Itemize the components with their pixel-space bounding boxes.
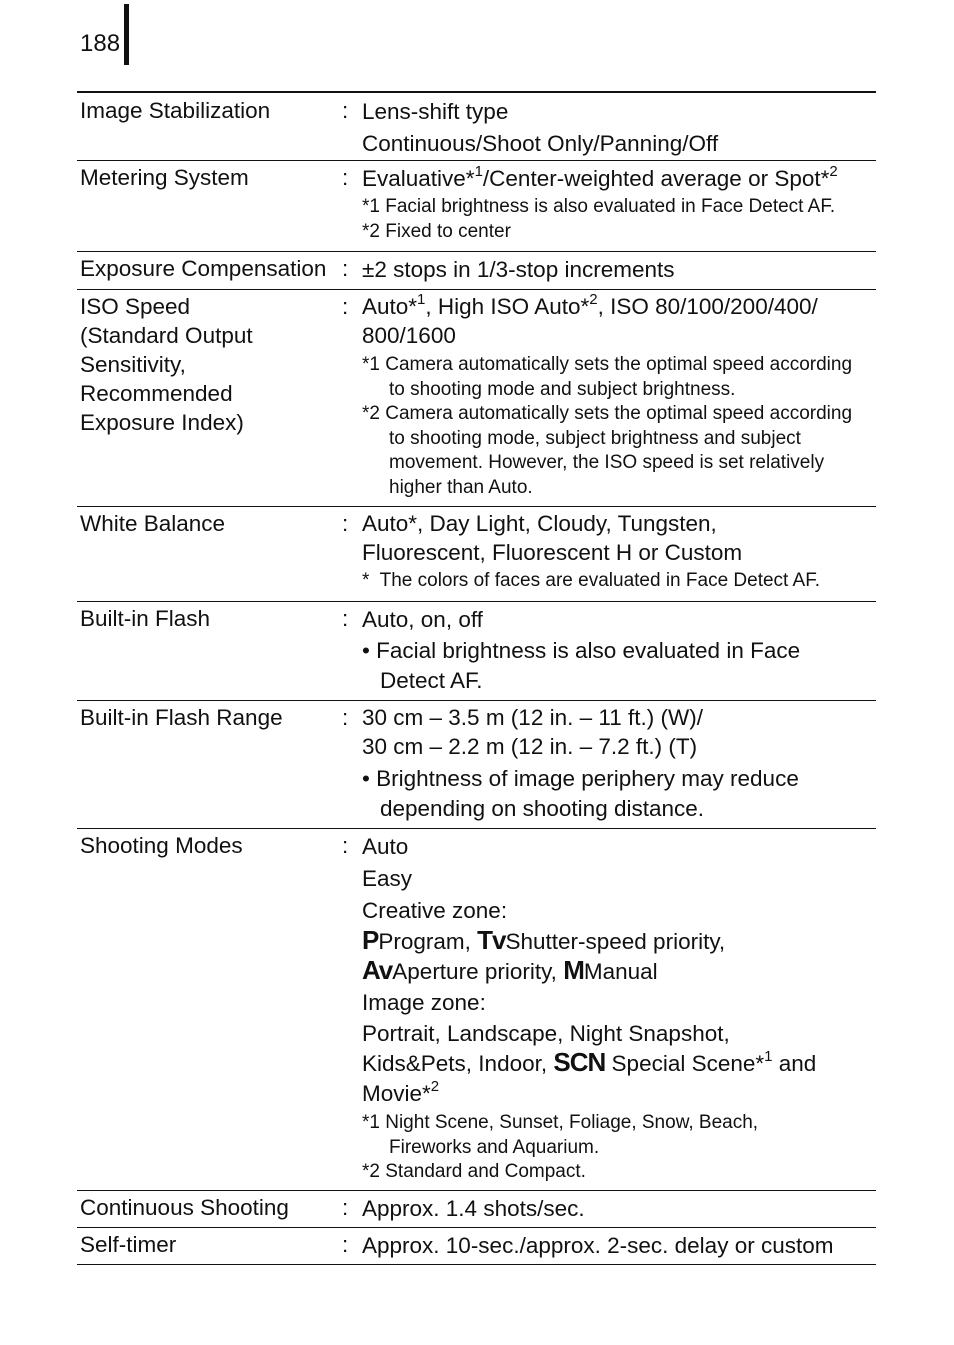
- value-line: Approx. 1.4 shots/sec.: [362, 1196, 585, 1221]
- value-line: Image zone:: [362, 990, 486, 1015]
- value-text: Program,: [378, 929, 478, 954]
- spec-colon: :: [342, 1232, 349, 1257]
- spec-label: Metering System: [80, 165, 249, 190]
- footnote-ref: 2: [829, 162, 838, 180]
- bullet-note: • Facial brightness is also evaluated in Face Detect AF.: [362, 638, 801, 693]
- spec-row-shooting-modes: [77, 829, 876, 1191]
- spec-label: Continuous Shooting: [80, 1195, 289, 1220]
- value-line: Continuous/Shoot Only/Panning/Off: [362, 131, 719, 156]
- value-line: 30 cm – 3.5 m (12 in. – 11 ft.) (W)/: [362, 705, 703, 730]
- value-line: [362, 1049, 876, 1079]
- spec-row-white-balance: [77, 507, 876, 602]
- spec-colon: :: [342, 165, 349, 190]
- spec-row-self-timer: [77, 1228, 876, 1265]
- value-text: , High ISO Auto*: [425, 294, 590, 319]
- value-line: [362, 957, 876, 987]
- footnote: *1 Camera automatically sets the optimal speed according to shooting mode and subject brightness.: [362, 354, 853, 400]
- value-line: [362, 927, 876, 957]
- footnote: *1 Facial brightness is also evaluated in Face Detect AF.: [362, 196, 836, 217]
- footnote-ref: 1: [474, 162, 483, 180]
- special-scene-scn-icon: SCN: [553, 1047, 606, 1077]
- spec-colon: :: [342, 294, 349, 319]
- spec-row-iso-speed: [77, 290, 876, 507]
- spec-value: [362, 507, 876, 594]
- value-text: Kids&Pets, Indoor,: [362, 1051, 554, 1076]
- footnote-ref: 2: [430, 1077, 440, 1095]
- value-text: Movie*: [362, 1081, 431, 1106]
- value-line: Fluorescent, Fluorescent H or Custom: [362, 540, 743, 565]
- value-line: 30 cm – 2.2 m (12 in. – 7.2 ft.) (T): [362, 734, 698, 759]
- footnote-ref: 2: [589, 290, 598, 308]
- value-text: Auto*: [362, 294, 418, 319]
- value-line: Auto, on, off: [362, 607, 483, 632]
- value-line: 800/1600: [362, 323, 456, 348]
- spec-value: [362, 701, 842, 824]
- footnote-ref: 1: [417, 290, 426, 308]
- footnote: *1 Night Scene, Sunset, Foliage, Snow, Beach, Fireworks and Aquarium.: [362, 1112, 759, 1158]
- spec-colon: :: [342, 1195, 349, 1220]
- spec-colon: :: [342, 256, 349, 281]
- spec-label: ISO Speed (Standard Output Sensitivity, Recommended Exposure Index): [80, 294, 253, 435]
- spec-row-built-in-flash: [77, 602, 876, 701]
- footnote: *2 Camera automatically sets the optimal speed according to shooting mode, subject brightness and subject movement. However, the ISO speed is set relatively higher than Auto.: [362, 403, 853, 498]
- value-text: Manual: [583, 959, 658, 984]
- value-text: Aperture priority,: [392, 959, 564, 984]
- spec-value: [362, 829, 876, 1185]
- page-marker-bar: [124, 4, 129, 65]
- value-line: Approx. 10-sec./approx. 2-sec. delay or custom: [362, 1233, 834, 1258]
- value-text: Special Scene*: [611, 1051, 765, 1076]
- value-line: Creative zone:: [362, 898, 508, 923]
- spec-row-image-stabilization: [77, 93, 876, 161]
- value-line: Auto: [362, 834, 409, 859]
- footnote: *2 Fixed to center: [362, 220, 511, 242]
- program-mode-icon: P: [362, 925, 379, 955]
- spec-value: [362, 290, 867, 500]
- value-line: [362, 163, 876, 195]
- manual-mode-icon: M: [563, 955, 584, 985]
- spec-value: [362, 1228, 876, 1262]
- spec-label: Exposure Compensation: [80, 256, 327, 281]
- value-line: Lens-shift type: [362, 99, 509, 124]
- spec-label: Built-in Flash Range: [80, 705, 283, 730]
- page-number: 188: [80, 30, 121, 57]
- value-line: [362, 1079, 876, 1109]
- spec-row-continuous-shooting: [77, 1191, 876, 1228]
- spec-colon: :: [342, 511, 349, 536]
- spec-table: [77, 91, 876, 1265]
- value-line: Portrait, Landscape, Night Snapshot,: [362, 1021, 730, 1046]
- value-text: Shutter-speed priority,: [505, 929, 726, 954]
- spec-colon: :: [342, 606, 349, 631]
- spec-row-exposure-compensation: [77, 252, 876, 290]
- footnote: * The colors of faces are evaluated in Face Detect AF.: [362, 570, 821, 591]
- spec-value: [362, 1191, 876, 1225]
- spec-label: Self-timer: [80, 1232, 177, 1257]
- spec-row-metering-system: [77, 161, 876, 252]
- spec-value: [362, 252, 876, 286]
- footnote-ref: 1: [764, 1047, 773, 1065]
- value-line: [362, 292, 867, 321]
- spec-value: [362, 93, 876, 160]
- spec-row-built-in-flash-range: [77, 701, 876, 829]
- value-line: Auto*, Day Light, Cloudy, Tungsten,: [362, 511, 717, 536]
- spec-label: Shooting Modes: [80, 833, 243, 858]
- bullet-note: • Brightness of image periphery may reduce depending on shooting distance.: [362, 766, 799, 821]
- value-text: /Center-weighted average or Spot*: [482, 166, 830, 191]
- spec-colon: :: [342, 705, 349, 730]
- value-text: and: [772, 1051, 817, 1076]
- value-text: Evaluative*: [362, 166, 475, 191]
- spec-colon: :: [342, 833, 349, 858]
- footnote: *2 Standard and Compact.: [362, 1161, 586, 1182]
- value-text: , ISO 80/100/200/400/: [597, 294, 818, 319]
- spec-value: [362, 602, 842, 696]
- spec-label: Image Stabilization: [80, 98, 271, 123]
- spec-label: Built-in Flash: [80, 606, 211, 631]
- aperture-priority-av-icon: Av: [362, 955, 393, 985]
- spec-label: White Balance: [80, 511, 226, 536]
- shutter-priority-tv-icon: Tv: [477, 925, 506, 955]
- value-line: ±2 stops in 1/3-stop increments: [362, 257, 675, 282]
- spec-colon: :: [342, 98, 349, 123]
- value-line: Easy: [362, 866, 413, 891]
- spec-value: [362, 161, 876, 244]
